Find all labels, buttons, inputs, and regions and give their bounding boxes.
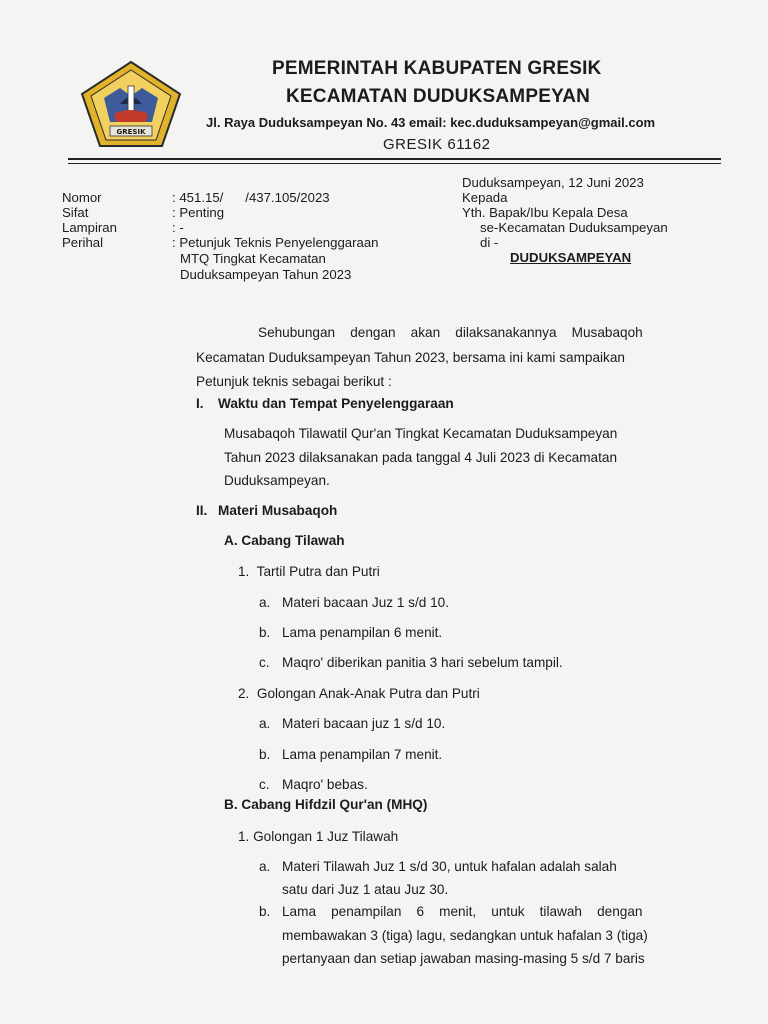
a2-item-b-text: Lama penampilan 7 menit. xyxy=(282,747,443,762)
label-nomor: Nomor xyxy=(62,190,102,205)
logo-text: GRESIK xyxy=(116,128,146,136)
address-line: Jl. Raya Duduksampeyan No. 43 email: kec.duduksampeyan@gmail.com xyxy=(206,115,656,130)
section1-line-2: Tahun 2023 dilaksanakan pada tanggal 4 Juli 2023 di Kecamatan xyxy=(224,450,618,465)
b1-item-a-line-1: Materi Tilawah Juz 1 s/d 30, untuk hafalan adalah salah xyxy=(282,859,617,874)
a2-item-b-letter: b. xyxy=(259,747,271,762)
value-sifat: : Penting xyxy=(172,205,225,220)
gresik-emblem-logo xyxy=(80,60,182,148)
a2-item-c-text: Maqro' bebas. xyxy=(282,777,368,792)
letter-date: Duduksampeyan, 12 Juni 2023 xyxy=(462,175,644,190)
item-b1: 1. Golongan 1 Juz Tilawah xyxy=(238,829,399,844)
section1-title: Waktu dan Tempat Penyelenggaraan xyxy=(218,396,454,411)
b1-item-b-letter: b. xyxy=(259,904,271,919)
item-a1: 1. Tartil Putra dan Putri xyxy=(238,564,380,579)
header-rule-thick xyxy=(68,158,721,160)
intro-line-3: Petunjuk teknis sebagai berikut : xyxy=(196,374,392,389)
section1-line-1: Musabaqoh Tilawatil Qur'an Tingkat Kecamatan Duduksampeyan xyxy=(224,426,618,441)
section1-num: I. xyxy=(196,396,204,411)
label-lampiran: Lampiran xyxy=(62,220,117,235)
value-perihal-2: MTQ Tingkat Kecamatan xyxy=(180,251,326,266)
b1-item-b-line-3: pertanyaan dan setiap jawaban masing-masing 5 s/d 7 baris xyxy=(282,951,645,966)
a2-item-a-letter: a. xyxy=(259,716,271,731)
value-nomor: : 451.15/ /437.105/2023 xyxy=(172,190,330,205)
a2-item-a-text: Materi bacaan juz 1 s/d 10. xyxy=(282,716,446,731)
value-perihal-3: Duduksampeyan Tahun 2023 xyxy=(180,267,352,282)
city-postal: GRESIK 61162 xyxy=(383,136,491,153)
a1-item-a-letter: a. xyxy=(259,595,271,610)
intro-line-2: Kecamatan Duduksampeyan Tahun 2023, bersama ini kami sampaikan xyxy=(196,350,625,365)
recipient-place: DUDUKSAMPEYAN xyxy=(510,250,632,265)
value-lampiran: : - xyxy=(172,220,184,235)
b1-item-a-letter: a. xyxy=(259,859,271,874)
b1-item-b-line-1: Lama penampilan 6 menit, untuk tilawah dengan xyxy=(282,904,643,919)
intro-line-1: Sehubungan dengan akan dilaksanakannya Musabaqoh xyxy=(258,325,643,340)
a1-item-c-letter: c. xyxy=(259,655,270,670)
label-sifat: Sifat xyxy=(62,205,89,220)
b1-item-b-line-2: membawakan 3 (tiga) lagu, sedangkan untuk hafalan 3 (tiga) xyxy=(282,928,648,943)
subsection-a-title: A. Cabang Tilawah xyxy=(224,533,345,548)
value-perihal-1: : Petunjuk Teknis Penyelenggaraan xyxy=(172,235,379,250)
recipient-kepada: Kepada xyxy=(462,190,508,205)
item-a2: 2. Golongan Anak-Anak Putra dan Putri xyxy=(238,686,480,701)
section2-num: II. xyxy=(196,503,208,518)
a1-item-b-text: Lama penampilan 6 menit. xyxy=(282,625,443,640)
section2-title: Materi Musabaqoh xyxy=(218,503,338,518)
subsection-b-title: B. Cabang Hifdzil Qur'an (MHQ) xyxy=(224,797,428,812)
district-title: KECAMATAN DUDUKSAMPEYAN xyxy=(286,86,591,107)
a2-item-c-letter: c. xyxy=(259,777,270,792)
a1-item-a-text: Materi bacaan Juz 1 s/d 10. xyxy=(282,595,449,610)
recipient-scope: se-Kecamatan Duduksampeyan xyxy=(480,220,668,235)
header-rule-thin xyxy=(68,163,721,164)
recipient-di: di - xyxy=(480,235,499,250)
b1-item-a-line-2: satu dari Juz 1 atau Juz 30. xyxy=(282,882,449,897)
section1-line-3: Duduksampeyan. xyxy=(224,473,330,488)
gov-title: PEMERINTAH KABUPATEN GRESIK xyxy=(272,58,602,79)
label-perihal: Perihal xyxy=(62,235,104,250)
a1-item-b-letter: b. xyxy=(259,625,271,640)
a1-item-c-text: Maqro' diberikan panitia 3 hari sebelum tampil. xyxy=(282,655,563,670)
recipient-addressee: Yth. Bapak/Ibu Kepala Desa xyxy=(462,205,628,220)
